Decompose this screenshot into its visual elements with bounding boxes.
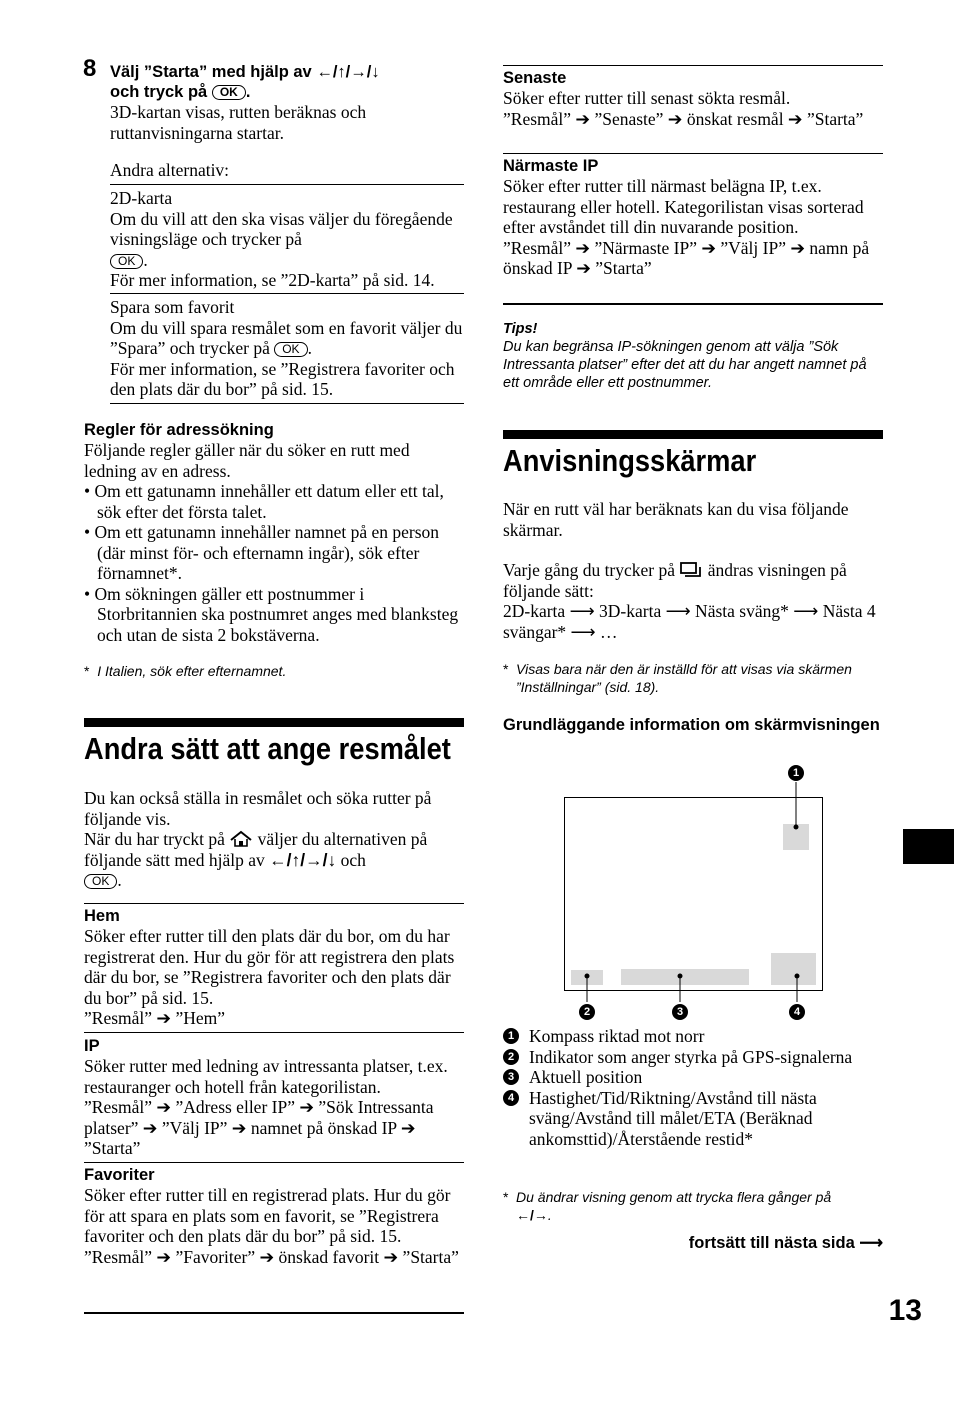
entry-title: IP (84, 1037, 100, 1055)
entry-body: Söker efter rutter till en registrerad plats. Hur du gör för att spara en plats som en favorit, se ”Registrera favoriter och den plats där du bor” på sid. 15. (84, 1185, 451, 1246)
screen-legend (503, 1026, 883, 1149)
entry-body: Söker rutter med ledning av intressanta platser, t.ex. restauranger och hotell från kategorilistan. (84, 1056, 448, 1097)
entry-path: ”Resmål” ➔ ”Senaste” ➔ önskat resmål ➔ ”Starta” (503, 108, 864, 129)
entry-path: ”Resmål” ➔ ”Närmaste IP” ➔ ”Välj IP” ➔ namn på önskad IP ➔ ”Starta” (503, 237, 870, 278)
list-item: • Om ett gatunamn innehåller namnet på en person (där minst för- och efternamn ingår), sök efter förnamnet*. (84, 522, 440, 583)
ok-button-icon: OK (84, 874, 117, 889)
tips (503, 320, 885, 392)
option-desc: Om du vill att den ska visas väljer du föregående visningsläge och trycker på OK . (110, 208, 453, 270)
section-title-anvisning: Anvisningsskärmar (503, 443, 757, 478)
section-p2: När du har tryckt på väljer du alternativen på följande sätt med hjälp av ←/↑/→/↓ och OK . (84, 829, 428, 890)
option-2d-karta (110, 188, 464, 291)
list-item: • Om sökningen gäller ett postnummer i Storbritannien ska postnumret anges med blanksteg och utan de sista 2 bokstäverna. (84, 583, 459, 645)
anvisning-footnote: * Visas bara när den är inställd för att visas via skärmen ”Inställningar” (sid. 18). (503, 661, 852, 695)
screen-title: Grundläggande information om skärmvisningen (503, 716, 880, 734)
rules-footnote: * I Italien, sök efter efternamnet. (84, 663, 287, 679)
callout-2: 2 (579, 1004, 595, 1020)
ok-button-icon: OK (212, 85, 246, 100)
step-number: 8 (83, 55, 97, 82)
alt-label: Andra alternativ: (110, 160, 230, 180)
entry-body: Söker efter rutter till närmast belägna IP, t.ex. restaurang eller hotell. Kategorilistan visas sorterad efter avståndet till din nuvarande position. (503, 176, 864, 237)
page-number: 13 (888, 1294, 922, 1327)
option-title: Spara som favorit (110, 297, 235, 317)
section-rule (84, 718, 464, 727)
view-sequence: 2D-karta ⟶ 3D-karta ⟶ Nästa sväng* ⟶ Nästa 4 svängar* ⟶ … (503, 601, 876, 642)
step-heading-line1: Välj ”Starta” med hjälp av (110, 63, 312, 81)
callout-1: 1 (788, 765, 804, 781)
tips-label: Tips! (503, 321, 538, 337)
anvisning-p1: När en rutt väl har beräknats kan du visa följande skärmar. (503, 499, 849, 540)
callout-4: 4 (789, 1004, 805, 1020)
legend-item: 2 Indikator som anger styrka på GPS-signalerna (503, 1047, 883, 1068)
rules-title: Regler för adressökning (84, 421, 274, 439)
screen-footnote: * Du ändrar visning genom att trycka flera gånger på ←/→. (503, 1189, 832, 1223)
entry-ip (84, 1036, 464, 1159)
entry-favoriter (84, 1165, 464, 1267)
display-button-icon (679, 560, 703, 580)
entry-title: Senaste (503, 69, 567, 87)
option-info: För mer information, se ”2D-karta” på sid. 14. (110, 270, 435, 290)
entry-body: Söker efter rutter till den plats där du bor, om du har registrerat den. Hur du gör för att registrera den plats där du bor, se ”Registrera favoriter och den plats där du bor” på sid. 15. (84, 926, 455, 1008)
step-body: 3D-kartan visas, rutten beräknas och ruttanvisningarna startar. (110, 102, 367, 143)
anvisning-p2: Varje gång du trycker på ändras visningen på följande sätt: 2D-karta ⟶ 3D-karta ⟶ Nästa sväng* ⟶ Nästa 4 svängar* ⟶ … (503, 560, 883, 642)
legend-item: 4 Hastighet/Tid/Riktning/Avstånd till nästa sväng/Avstånd till målet/ETA (Beräknad ankomsttid)/Återstående restid* (503, 1088, 883, 1150)
arrow-left-right-icon: ←/→ (516, 1207, 548, 1223)
section-title: Andra sätt att ange resmålet (84, 731, 451, 766)
continue-next-page: fortsätt till nästa sida ⟶ (688, 1234, 883, 1252)
entry-path: ”Resmål” ➔ ”Adress eller IP” ➔ ”Sök Intressanta platser” ➔ ”Välj IP” ➔ namnet på önskad IP ➔ ”Starta” (84, 1097, 434, 1158)
entry-narmaste-ip (503, 156, 883, 279)
step-heading: Välj ”Starta” med hjälp av ←/↑/→/↓ och tryck på OK . (110, 63, 380, 101)
entry-title: Hem (84, 907, 120, 925)
ok-button-icon: OK (110, 254, 143, 269)
entry-hem (84, 906, 464, 1029)
section-p1: Du kan också ställa in resmålet och söka rutter på följande vis. (84, 788, 432, 829)
entry-path: ”Resmål” ➔ ”Hem” (84, 1008, 225, 1028)
option-desc: Om du vill spara resmålet som en favorit väljer du ”Spara” och trycker på OK . (110, 317, 463, 358)
entry-title: Favoriter (84, 1166, 155, 1184)
rules-intro: Följande regler gäller när du söker en rutt med ledning av en adress. (84, 440, 410, 481)
entry-title: Närmaste IP (503, 157, 599, 175)
arrow-keys-icon: ←/↑/→/↓ (269, 849, 337, 870)
legend-item: 3 Aktuell position (503, 1067, 883, 1088)
option-info: För mer information, se ”Registrera favoriter och den plats där du bor” på sid. 15. (110, 358, 455, 399)
step-heading-line2: och tryck på (110, 83, 208, 101)
callout-lines (560, 760, 820, 1025)
option-title: 2D-karta (110, 188, 173, 208)
ok-button-icon: OK (274, 342, 307, 357)
option-spara-favorit (110, 297, 464, 400)
page-tab-marker (903, 829, 954, 864)
rules-list (84, 481, 460, 645)
section-rule (503, 430, 883, 439)
entry-path: ”Resmål” ➔ ”Favoriter” ➔ önskad favorit ➔ ”Starta” (84, 1246, 459, 1267)
entry-body: Söker efter rutter till senast sökta resmål. (503, 88, 791, 108)
arrow-keys-icon: ←/↑/→/↓ (316, 63, 380, 81)
list-item: • Om ett gatunamn innehåller ett datum eller ett tal, sök efter det första talet. (84, 481, 444, 522)
legend-item: 1 Kompass riktad mot norr (503, 1026, 883, 1047)
menu-home-icon (229, 829, 253, 849)
callout-3: 3 (672, 1004, 688, 1020)
entry-senaste (503, 68, 883, 129)
tips-text: Du kan begränsa IP-sökningen genom att välja ”Sök Intressanta platser” efter det att du har angett namnet på ett område eller ett postnummer. (503, 339, 867, 391)
